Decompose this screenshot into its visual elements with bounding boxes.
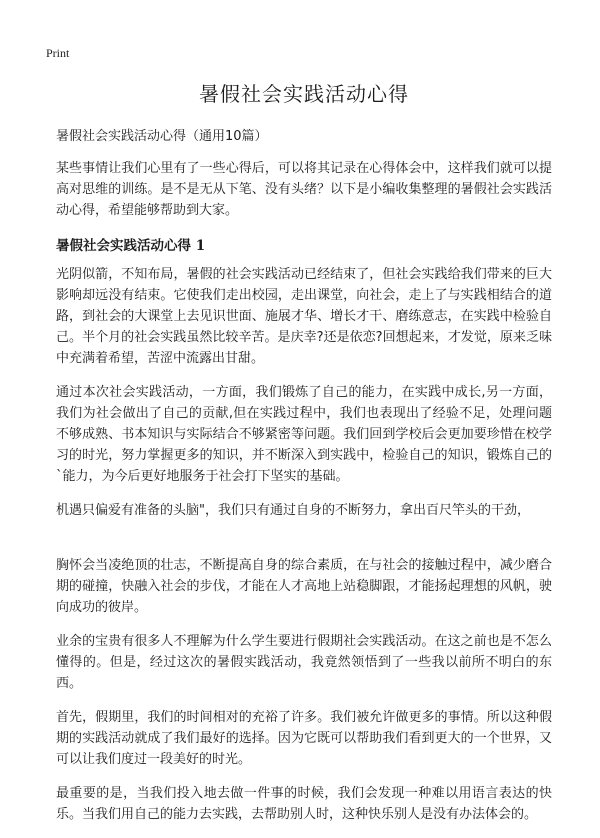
body-paragraph: 胸怀会当凌绝顶的壮志，不断提高自身的综合素质，在与社会的接触过程中，减少磨合期的碰撞，快融入社会的步伐，才能在人才高地上站稳脚跟，才能扬起理想的风帆，驶向成功的彼岸。	[56, 558, 552, 615]
body-paragraph: 业余的宝贵有很多人不理解为什么学生要进行假期社会实践活动。在这之前也是不怎么懂得的。但是，经过这次的暑假实践活动，我竟然领悟到了一些我以前所不明白的东西。	[56, 634, 552, 691]
body-paragraph: 光阴似箭，不知布局，暑假的社会实践活动已经结束了，但社会实践给我们带来的巨大影响却远没有结束。它使我们走出校园，走出课堂，向社会，走上了与实践相结合的道路，到社会的大课堂上去见识世面、施展才华、增长才干、磨练意志，在实践中检验自己。半个月的社会实践虽然比较辛苦。是庆幸?还是依恋?回想起来，才发觉，原来乏味中充满着希望，苦涩中流露出甘甜。	[56, 267, 552, 366]
body-paragraph: 首先，假期里，我们的时间相对的充裕了许多。我们被允许做更多的事情。所以这种假期的实践活动就成了我们最好的选择。因为它既可以帮助我们看到更大的一个世界，又可以让我们度过一段美好的时光。	[56, 710, 552, 767]
body-paragraph: 通过本次社会实践活动，一方面，我们锻炼了自己的能力，在实践中成长,另一方面，我们为社会做出了自己的贡献,但在实践过程中，我们也表现出了经验不足，处理问题不够成熟、书本知识与实际结合不够紧密等问题。我们回到学校后会更加要珍惜在校学习的时光，努力掌握更多的知识，并不断深入到实践中，检验自己的知识，锻炼自己的`能力，为今后更好地服务于社会打下坚实的基础。	[56, 385, 552, 484]
page-title: 暑假社会实践活动心得	[199, 82, 409, 106]
document-body	[56, 72, 552, 838]
print-link[interactable]: Print	[46, 46, 70, 60]
intro-paragraph: 某些事情让我们心里有了一些心得后，可以将其记录在心得体会中，这样我们就可以提高对思维的训练。是不是无从下笔、没有头绪？以下是小编收集整理的暑假社会实践活动心得，希望能够帮助到大家。	[56, 161, 552, 218]
body-paragraph: 机遇只偏爱有准备的头脑"，我们只有通过自身的不断努力，拿出百尺竿头的干劲，	[56, 503, 530, 518]
section-heading: 暑假社会实践活动心得 1	[56, 238, 206, 254]
body-paragraph: 最重要的是，当我们投入地去做一件事的时候，我们会发现一种难以用语言表达的快乐。当我们用自己的能力去实践，去帮助别人时，这种快乐别人是没有办法体会的。	[56, 786, 552, 822]
document-subtitle: 暑假社会实践活动心得（通用10篇）	[56, 129, 268, 144]
